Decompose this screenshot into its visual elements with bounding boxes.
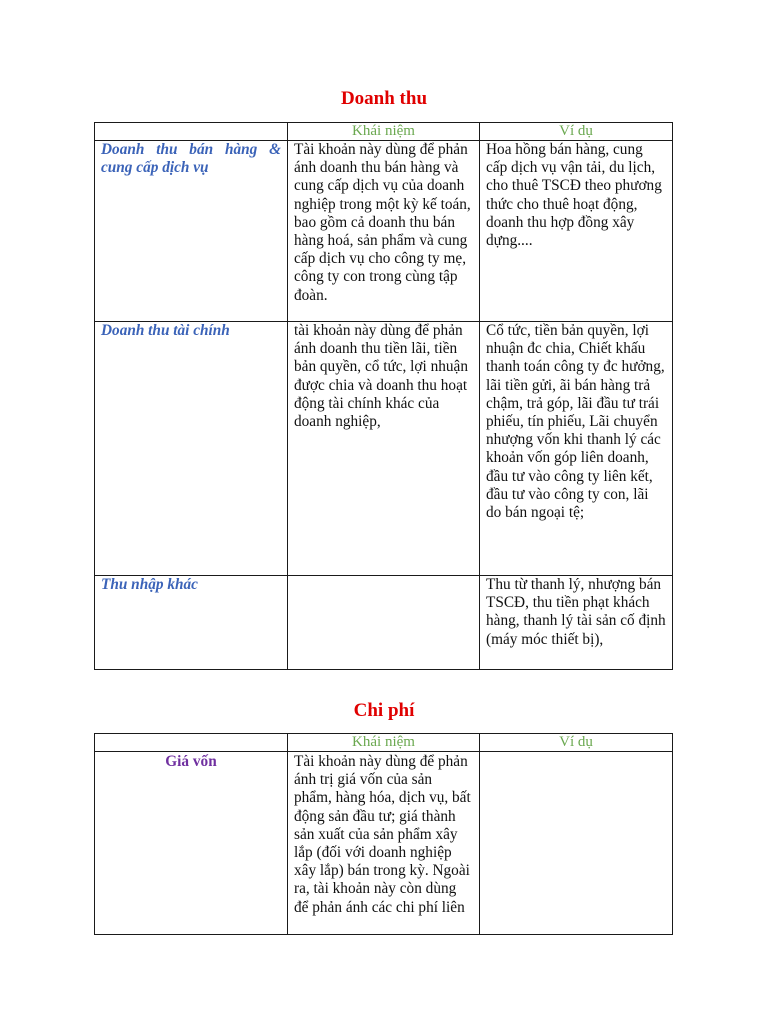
table-header-row [95,123,673,141]
example-cell: Hoa hồng bán hàng, cung cấp dịch vụ vận tải, du lịch, cho thuê TSCĐ theo phương thức cho thuê hoạt động, doanh thu hợp đồng xây dựng.... [480,141,673,322]
header-empty [95,734,288,752]
table-row [95,752,673,935]
table-row [95,576,673,670]
concept-cell [288,752,480,935]
header-concept: Khái niệm [288,123,480,141]
row-label: Doanh thu bán hàng & cung cấp dịch vụ [95,141,288,322]
revenue-table [94,122,673,670]
table-row [95,141,673,322]
header-example: Ví dụ [480,123,673,141]
concept-cell-text: Tài khoản này dùng để phản ánh trị giá vốn của sản phẩm, hàng hóa, dịch vụ, bất động sản đầu tư; giá thành sản xuất của sản phẩm xây lắp (đối với doanh nghiệp xây lắp) bán trong kỳ. Ngoài ra, tài khoản này còn dùng để phản ánh các chi phí liên [294,753,471,916]
concept-cell: tài khoản này dùng để phản ánh doanh thu tiền lãi, tiền bản quyền, cổ tức, lợi nhuận được chia và doanh thu hoạt động tài chính khác của doanh nghiệp, [288,322,480,576]
row-label: Doanh thu tài chính [95,322,288,576]
table-row [95,322,673,576]
example-cell [480,752,673,935]
example-cell: Cổ tức, tiền bản quyền, lợi nhuận đc chia, Chiết khấu thanh toán công ty đc hưởng, lãi tiền gửi, ãi bán hàng trả chậm, trả góp, lãi đầu tư trái phiếu, tín phiếu, Lãi chuyển nhượng vốn khi thanh lý các khoản vốn góp liên doanh, đầu tư vào công ty liên kết, đầu tư vào công ty con, lãi do bán ngoại tệ; [480,322,673,576]
header-concept: Khái niệm [288,734,480,752]
row-label: Thu nhập khác [95,576,288,670]
concept-cell: Tài khoản này dùng để phản ánh doanh thu bán hàng và cung cấp dịch vụ của doanh nghiệp trong một kỳ kế toán, bao gồm cả doanh thu bán hàng hoá, sản phẩm và cung cấp dịch vụ cho công ty mẹ, công ty con trong cùng tập đoàn. [288,141,480,322]
revenue-title: Doanh thu [340,88,428,109]
table-header-row [95,734,673,752]
example-cell: Thu từ thanh lý, nhượng bán TSCĐ, thu tiền phạt khách hàng, thanh lý tài sản cố định (máy móc thiết bị), [480,576,673,670]
expense-table [94,733,673,935]
row-label: Giá vốn [95,752,288,935]
concept-cell [288,576,480,670]
header-example: Ví dụ [480,734,673,752]
expense-title: Chi phí [353,700,415,721]
header-empty [95,123,288,141]
